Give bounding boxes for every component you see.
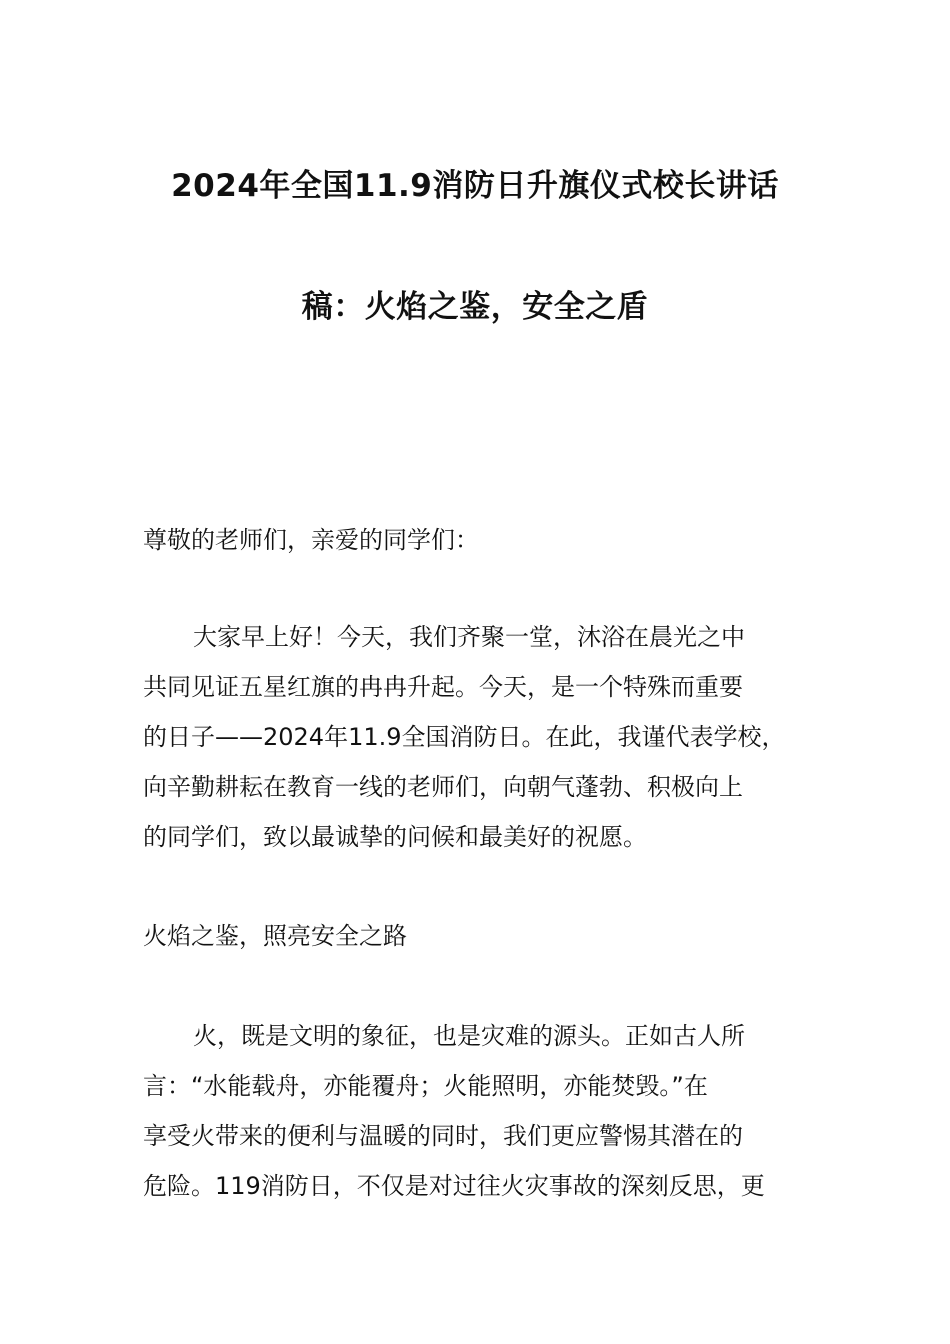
document-title-line-2: 稿：火焰之鉴，安全之盾 xyxy=(301,289,649,325)
paragraph-1-line: 共同见证五星红旗的冉冉升起。今天，是一个特殊而重要 xyxy=(143,673,743,701)
paragraph-2-line: 火，既是文明的象征，也是灾难的源头。正如古人所 xyxy=(193,1022,745,1050)
document-title-line-1: 2024年全国11.9消防日升旗仪式校长讲话 xyxy=(171,168,779,204)
paragraph-1-line: 的同学们，致以最诚挚的问候和最美好的祝愿。 xyxy=(143,823,647,851)
salutation: 尊敬的老师们，亲爱的同学们： xyxy=(143,526,479,554)
paragraph-1-line: 大家早上好！今天，我们齐聚一堂，沐浴在晨光之中 xyxy=(193,623,745,651)
paragraph-2-line: 享受火带来的便利与温暖的同时，我们更应警惕其潜在的 xyxy=(143,1122,743,1150)
paragraph-1-line: 的日子——2024年11.9全国消防日。在此，我谨代表学校， xyxy=(143,723,786,751)
paragraph-2 xyxy=(143,1011,833,1211)
section-heading: 火焰之鉴，照亮安全之路 xyxy=(143,922,407,950)
paragraph-2-line: 言：“水能载舟，亦能覆舟；火能照明，亦能焚毁。”在 xyxy=(143,1072,708,1100)
paragraph-1-line: 向辛勤耕耘在教育一线的老师们，向朝气蓬勃、积极向上 xyxy=(143,773,743,801)
paragraph-2-line: 危险。119消防日，不仅是对过往火灾事故的深刻反思，更 xyxy=(143,1172,765,1200)
paragraph-1 xyxy=(143,612,833,862)
